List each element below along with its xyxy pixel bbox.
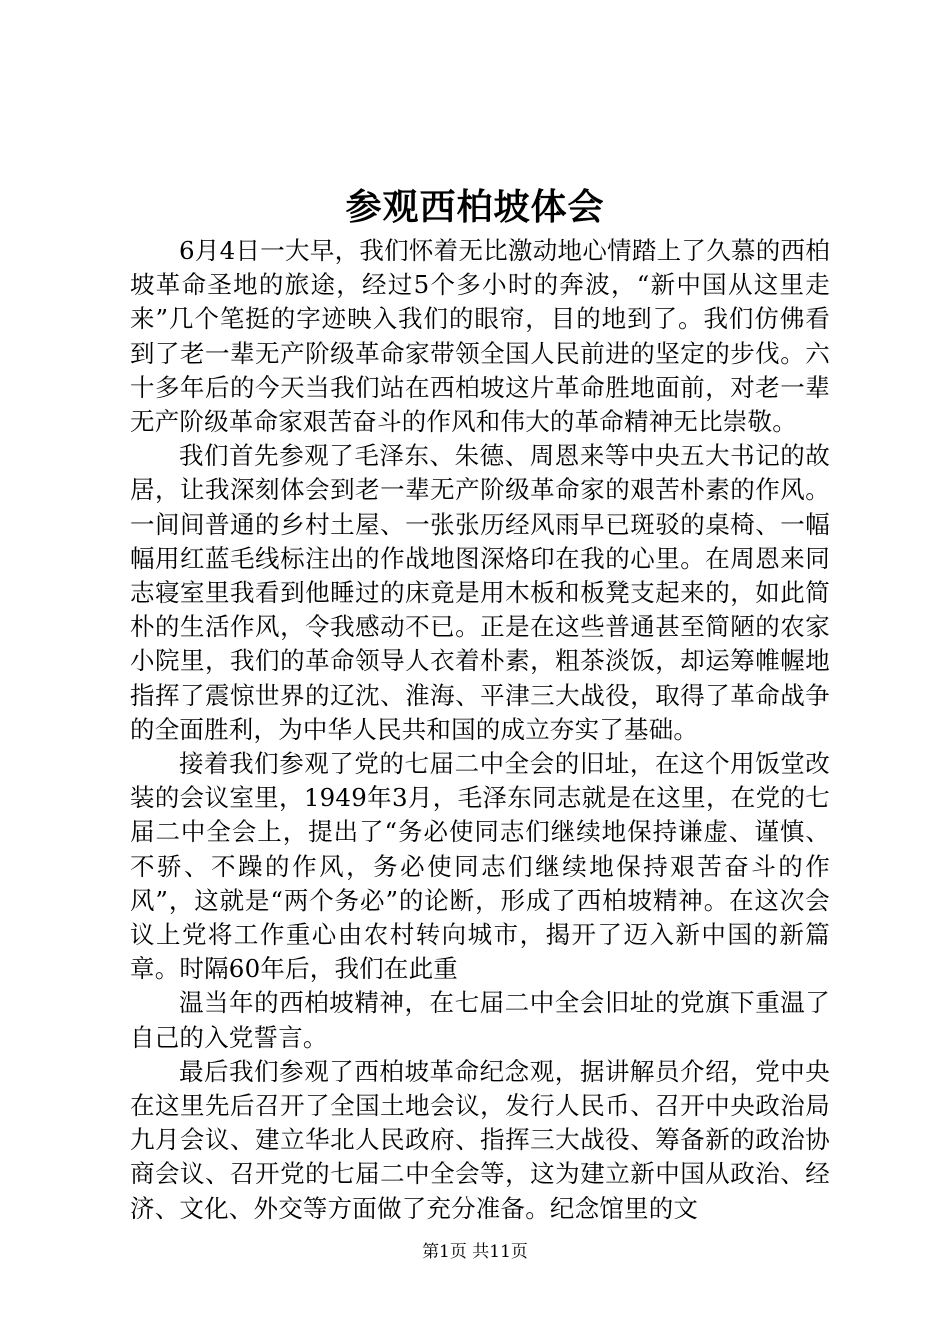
paragraph: 6月4日一大早，我们怀着无比激动地心情踏上了久慕的西柏坡革命圣地的旅途，经过5个多小时的奔波，“新中国从这里走来”几个笔挺的字迹映入我们的眼帘，目的地到了。我们仿佛看到了老一辈无产阶级革命家带领全国人民前进的坚定的步伐。六十多年后的今天当我们站在西柏坡这片革命胜地面前，对老一辈无产阶级革命家艰苦奋斗的作风和伟大的革命精神无比崇敬。 (130, 236, 830, 437)
paragraph: 我们首先参观了毛泽东、朱德、周恩来等中央五大书记的故居，让我深刻体会到老一辈无产阶级革命家的艰苦朴素的作风。一间间普通的乡村土屋、一张张历经风雨早已斑驳的桌椅、一幅幅用红蓝毛线标注出的作战地图深烙印在我的心里。在周恩来同志寝室里我看到他睡过的床竟是用木板和板凳支起来的，如此简朴的生活作风，令我感动不已。正是在这些普通甚至简陋的农家小院里，我们的革命领导人衣着朴素，粗茶淡饭，却运筹帷幄地指挥了震惊世界的辽沈、淮海、平津三大战役，取得了革命战争的全面胜利，为中华人民共和国的成立夯实了基础。 (130, 441, 830, 744)
paragraph: 最后我们参观了西柏坡革命纪念观，据讲解员介绍，党中央在这里先后召开了全国土地会议，发行人民币、召开中央政治局九月会议、建立华北人民政府、指挥三大战役、筹备新的政治协商会议、召开党的七届二中全会等，这为建立新中国从政治、经济、文化、外交等方面做了充分准备。纪念馆里的文 (130, 1056, 830, 1223)
paragraph: 温当年的西柏坡精神，在七届二中全会旧址的党旗下重温了自己的入党誓言。 (130, 988, 830, 1052)
document-body (130, 234, 830, 1226)
page-title: 参观西柏坡体会 (345, 186, 605, 228)
page-number-footer: 第1页 共11页 (422, 1242, 528, 1262)
paragraph: 接着我们参观了党的七届二中全会的旧址，在这个用饭堂改装的会议室里，1949年3月，毛泽东同志就是在这里，在党的七届二中全会上，提出了“务必使同志们继续地保持谦虚、谨慎、不骄、不躁的作风，务必使同志们继续地保持艰苦奋斗的作风”，这就是“两个务必”的论断，形成了西柏坡精神。在这次会议上党将工作重心由农村转向城市，揭开了迈入新中国的新篇章。时隔60年后，我们在此重 (130, 749, 830, 984)
